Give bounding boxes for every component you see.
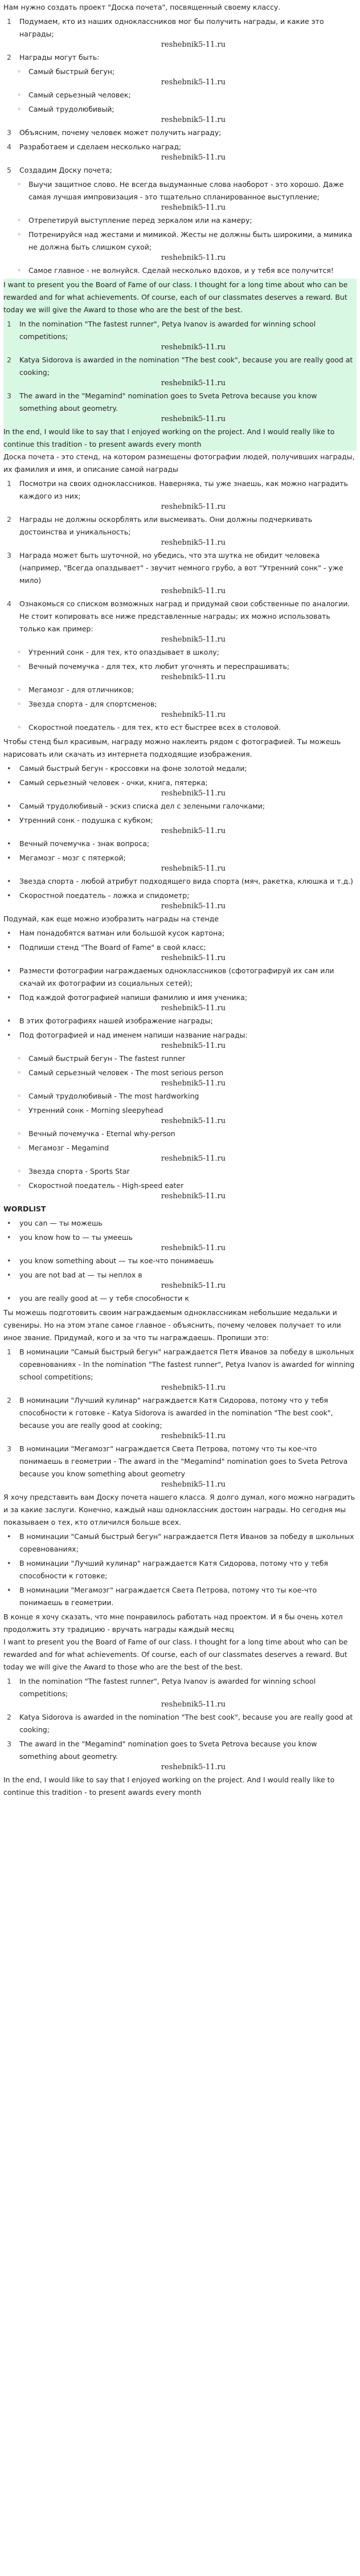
awards-list xyxy=(3,646,357,734)
list-item-text: Вечный почемучка - Eternal why-person xyxy=(28,1129,175,1138)
list-item xyxy=(3,814,357,836)
list-item-text: В номинации "Мегамозг" награждается Света Петрова, потому что ты кое-что понимаешь в геометрии. xyxy=(19,1586,317,1607)
list-item-text: Самый трудолюбивый; xyxy=(28,105,114,113)
list-item xyxy=(3,1443,357,1489)
speech-paragraph: I want to present you the Board of Fame of our class. I thought for a long time about who can be rewarded and for what achievements. Of course, each of our classmates deserves a reward. But today we will give the Award to those who are the best of the best. xyxy=(3,280,348,314)
list-item xyxy=(3,698,357,720)
list-item-text: Самый быстрый бегун - The fastest runner xyxy=(28,1054,185,1063)
list-marker: • xyxy=(7,929,11,937)
list-item-text: Утренний сонк - для тех, кто опаздывает в школу; xyxy=(28,648,219,656)
list-marker: • xyxy=(7,1271,11,1279)
list-marker: 3 xyxy=(7,128,11,137)
list-item-text: Объясним, почему человек может получить награду; xyxy=(19,128,222,137)
list-item xyxy=(3,721,357,734)
list-item-text: Звезда спорта - Sports Star xyxy=(28,1167,130,1175)
list-item xyxy=(3,51,357,64)
list-item-text: Самый быстрый бегун; xyxy=(28,67,115,76)
list-item xyxy=(3,178,357,213)
list-marker: 3 xyxy=(7,1740,11,1748)
award-names-list xyxy=(3,1052,357,1201)
list-item-text: Скоростной поедатель - ложка и спидометр; xyxy=(19,891,190,900)
list-marker: ◦ xyxy=(17,1106,22,1115)
list-item xyxy=(3,875,357,888)
watermark: reshebnik5-11.ru xyxy=(161,954,226,962)
list-item-text: Самое главное - не волнуйся. Сделай несколько вдохов, и у тебя все получится! xyxy=(28,266,334,275)
list-marker: ◦ xyxy=(17,230,22,239)
list-marker: 1 xyxy=(7,320,11,328)
list-item xyxy=(3,889,357,911)
list-marker: • xyxy=(7,839,11,848)
list-item xyxy=(3,126,357,139)
prep-list xyxy=(3,1346,357,1489)
plan-list xyxy=(3,15,357,277)
list-item-text: Утренний сонк - подушка с кубком; xyxy=(19,816,153,824)
list-item xyxy=(3,1738,357,1772)
list-item xyxy=(3,684,357,696)
board-definition: Доска почета - это стенд, на котором размещены фотографии людей, получивших награды, их фамилия и имя, и описание самой награды xyxy=(3,452,355,473)
list-item-text: you know something about — ты кое-что понимаешь xyxy=(19,1256,214,1265)
list-item-text: Звезда спорта - для спортсменов; xyxy=(28,700,157,708)
list-item-text: В номинации "Лучший кулинар" награждается Катя Сидорова, потому что у тебя способности к готовке; xyxy=(19,1559,328,1580)
list-marker: 2 xyxy=(7,515,11,524)
wordlist xyxy=(3,1217,357,1305)
list-item xyxy=(3,646,357,659)
list-marker: 4 xyxy=(7,599,11,608)
list-item xyxy=(3,549,357,596)
list-item xyxy=(3,1711,357,1736)
watermark: reshebnik5-11.ru xyxy=(161,1383,226,1392)
list-marker: • xyxy=(7,1294,11,1303)
list-item-text: you can — ты можешь xyxy=(19,1219,103,1227)
list-marker: • xyxy=(7,1559,11,1567)
list-item-text: Награда может быть шуточной, но убедись, что эта шутка не обидит человека (например, "Всегда опаздывает" - звучит немного грубо, а вот "Утренний сонк" - уже мило) xyxy=(19,551,343,585)
watermark: reshebnik5-11.ru xyxy=(161,538,226,547)
watermark: reshebnik5-11.ru xyxy=(161,1700,226,1709)
steps-list xyxy=(3,477,357,644)
list-marker: ◦ xyxy=(17,91,22,99)
list-item-text: Мегамозг - Megamind xyxy=(28,1144,109,1152)
watermark: reshebnik5-11.ru xyxy=(161,343,226,352)
list-item xyxy=(3,1584,357,1609)
list-item-text: Самый серьезный человек; xyxy=(28,91,131,99)
list-item xyxy=(3,838,357,850)
english-speech-highlighted xyxy=(3,279,357,451)
list-item-text: Потренируйся над жестами и мимикой. Жесты не должны быть широкими, а мимика не должна быть слишком сухой; xyxy=(28,230,353,251)
list-item xyxy=(3,1029,357,1051)
list-marker: 3 xyxy=(7,1444,11,1453)
watermark: reshebnik5-11.ru xyxy=(161,40,226,49)
list-item-text: Под фотографией и над именем напиши название награды: xyxy=(19,1031,248,1039)
list-item xyxy=(3,15,357,50)
list-item xyxy=(3,318,357,352)
final-list xyxy=(3,1675,357,1772)
list-item xyxy=(3,477,357,512)
list-marker: • xyxy=(7,1233,11,1242)
list-item-text: В этих фотографиях нашей изображение награды; xyxy=(19,1016,213,1025)
photos-text: Чтобы стенд был красивым, награду можно наклеить рядом с фотографией. Ты можешь нарисовать или скачать из интернета подходящие изображения. xyxy=(3,737,341,758)
list-item-text: В номинации "Лучший кулинар" награждается Катя Сидорова, потому что у тебя способности к готовке - Katya Sidorova is awarded in the nomination "The best cook", because you are really good at cooking; xyxy=(19,1396,333,1430)
list-item xyxy=(3,1346,357,1393)
watermark: reshebnik5-11.ru xyxy=(161,673,226,681)
watermark: reshebnik5-11.ru xyxy=(161,587,226,595)
watermark: reshebnik5-11.ru xyxy=(161,1480,226,1489)
list-item-text: В номинации "Самый быстрый бегун" награждается Петя Иванов за победу в школьных соревнованиях; xyxy=(19,1532,354,1553)
list-marker: • xyxy=(7,1586,11,1594)
list-item xyxy=(3,598,357,644)
watermark: reshebnik5-11.ru xyxy=(161,379,226,387)
final-ending: In the end, I would like to say that I enjoyed working on the project. And I would really like to continue this tradition - to present awards every month xyxy=(3,1775,335,1797)
watermark: reshebnik5-11.ru xyxy=(161,711,226,719)
list-marker: • xyxy=(7,966,11,975)
list-marker: 2 xyxy=(7,356,11,364)
list-item-text: Самый серьезный человек - The most serious person xyxy=(28,1068,224,1077)
list-marker: • xyxy=(7,764,11,773)
list-item-text: Самый трудолюбивый - эскиз списка дел с зелеными галочками; xyxy=(19,802,265,810)
list-item xyxy=(3,164,357,177)
watermark: reshebnik5-11.ru xyxy=(161,902,226,911)
wordlist-title: WORDLIST xyxy=(3,1205,46,1213)
list-item xyxy=(3,941,357,963)
watermark: reshebnik5-11.ru xyxy=(161,1281,226,1290)
list-marker: ◦ xyxy=(17,180,22,189)
list-item-text: you are really good at — у тебя способности к xyxy=(19,1294,189,1303)
list-marker: • xyxy=(7,816,11,824)
list-item xyxy=(3,1179,357,1201)
watermark: reshebnik5-11.ru xyxy=(161,635,226,644)
list-item-text: Самый трудолюбивый - The most hardworking xyxy=(28,1092,199,1100)
list-item xyxy=(3,1675,357,1709)
list-item-text: The award in the "Megamind" nomination goes to Sveta Petrova because you know something about geometry. xyxy=(19,391,317,413)
watermark: reshebnik5-11.ru xyxy=(161,864,226,873)
watermark: reshebnik5-11.ru xyxy=(161,153,226,162)
list-marker: 3 xyxy=(7,551,11,560)
list-marker: 5 xyxy=(7,166,11,174)
watermark: reshebnik5-11.ru xyxy=(161,1432,226,1440)
list-item-text: Подпиши стенд "The Board of Fame" в свой класс; xyxy=(19,943,206,952)
list-item xyxy=(3,777,357,798)
list-item-text: В номинации "Мегамозг" награждается Света Петрова, потому что ты кое-что понимаешь в геометрии - The award in the "Megamind" nomination goes to Sveta Petrova because you know something about geometry xyxy=(19,1444,348,1478)
list-item xyxy=(3,264,357,277)
list-marker: ◦ xyxy=(17,662,22,671)
intro-text: Нам нужно создать проект "Доска почета", посвященный своему классу. xyxy=(3,3,281,11)
watermark: reshebnik5-11.ru xyxy=(161,1004,226,1013)
list-marker: 1 xyxy=(7,479,11,488)
list-item-text: Размести фотографии награждаемых одноклассников (сфотографируй их сам или скачай их фотографии из социальных сетей); xyxy=(19,966,334,987)
list-item-text: Награды не должны оскорблять или высмеивать. Они должны подчеркивать достоинства и уникальность; xyxy=(19,515,313,536)
present-list xyxy=(3,1530,357,1609)
list-item xyxy=(3,991,357,1013)
list-item-text: you know how to — ты умеешь xyxy=(19,1233,133,1242)
list-item-text: In the nomination "The fastest runner", Petya Ivanov is awarded for winning school competitions; xyxy=(19,320,316,341)
list-item xyxy=(3,228,357,263)
list-item-text: Katya Sidorova is awarded in the nomination "The best cook", because you are really good at cooking; xyxy=(19,356,353,377)
list-item xyxy=(3,214,357,227)
list-item-text: Katya Sidorova is awarded in the nomination "The best cook", because you are really good at cooking; xyxy=(19,1713,353,1734)
list-item-text: В номинации "Самый быстрый бегун" награждается Петя Иванов за победу в школьных соревнованиях - In the nomination "The fastest runner", Petya Ivanov is awarded for winning school competitions; xyxy=(19,1348,355,1381)
make-list xyxy=(3,927,357,1051)
list-marker: 3 xyxy=(7,391,11,400)
list-item xyxy=(3,1530,357,1556)
list-marker: ◦ xyxy=(17,723,22,732)
list-item xyxy=(3,89,357,101)
list-item-text: Отрепетируй выступление перед зеркалом или на камеру; xyxy=(28,216,252,224)
list-item-text: Утренний сонк - Morning sleepyhead xyxy=(28,1106,163,1115)
list-marker: ◦ xyxy=(17,685,22,694)
list-item xyxy=(3,660,357,682)
watermark: reshebnik5-11.ru xyxy=(161,789,226,798)
watermark: reshebnik5-11.ru xyxy=(161,1042,226,1050)
watermark: reshebnik5-11.ru xyxy=(161,254,226,262)
list-item xyxy=(3,354,357,388)
list-marker: • xyxy=(7,1256,11,1265)
final-paragraph: I want to present you the Board of Fame of our class. I thought for a long time about who can be rewarded and for what achievements. Of course, each of our classmates deserves a reward. But today we will give the Award to those who are the best of the best. xyxy=(3,1638,348,1671)
list-marker: ◦ xyxy=(17,1167,22,1175)
list-marker: • xyxy=(7,1532,11,1541)
list-marker: ◦ xyxy=(17,1068,22,1077)
list-item xyxy=(3,1090,357,1103)
watermark: reshebnik5-11.ru xyxy=(161,1079,226,1088)
list-item-text: Под каждой фотографией напиши фамилию и имя ученика; xyxy=(19,993,248,1002)
list-marker: ◦ xyxy=(17,700,22,708)
list-item xyxy=(3,1292,357,1305)
list-item-text: Создадим Доску почета; xyxy=(19,166,112,174)
list-item-text: Вечный почемучка - знак вопроса; xyxy=(19,839,150,848)
list-item xyxy=(3,1104,357,1126)
list-marker: ◦ xyxy=(17,105,22,113)
list-item-text: you are not bad at — ты неплох в xyxy=(19,1271,142,1279)
list-item xyxy=(3,927,357,940)
list-marker: 2 xyxy=(7,53,11,62)
list-marker: • xyxy=(7,778,11,787)
list-item xyxy=(3,1231,357,1253)
list-item-text: In the nomination "The fastest runner", Petya Ivanov is awarded for winning school competitions; xyxy=(19,1677,316,1698)
list-marker: • xyxy=(7,1031,11,1039)
list-item xyxy=(3,1067,357,1088)
make-text: Подумай, как еще можно изобразить награды на стенде xyxy=(3,915,219,923)
speech-ending: In the end, I would like to say that I enjoyed working on the project. And I would really like to continue this tradition - to present awards every month xyxy=(3,427,335,448)
list-marker: ◦ xyxy=(17,648,22,656)
watermark: reshebnik5-11.ru xyxy=(161,78,226,87)
list-item xyxy=(3,66,357,87)
list-item-text: Скоростной поедатель - High-speed eater xyxy=(28,1181,184,1190)
list-marker: • xyxy=(7,1219,11,1227)
list-item-text: Подумаем, кто из наших одноклассников мог бы получить награды, и какие это награды; xyxy=(19,17,324,38)
list-marker: 1 xyxy=(7,1677,11,1685)
list-marker: ◦ xyxy=(17,1181,22,1190)
watermark: reshebnik5-11.ru xyxy=(161,503,226,511)
list-item xyxy=(3,800,357,813)
list-marker: 2 xyxy=(7,1713,11,1721)
list-marker: ◦ xyxy=(17,1144,22,1152)
list-item-text: Мегамозг - мозг с пятеркой; xyxy=(19,854,126,862)
watermark: reshebnik5-11.ru xyxy=(161,1244,226,1252)
present-text: Я хочу представить вам Доску почета нашего класса. Я долго думал, кого можно наградить и за какие заслуги. Конечно, каждый наш одноклассник достоин награды. Но сегодня мы показываем о тех, кто отличился больше всех. xyxy=(3,1493,355,1526)
list-item xyxy=(3,1394,357,1441)
list-marker: • xyxy=(7,802,11,810)
list-item xyxy=(3,1128,357,1140)
watermark: reshebnik5-11.ru xyxy=(161,1192,226,1201)
list-marker: 1 xyxy=(7,17,11,26)
list-marker: 4 xyxy=(7,142,11,151)
list-marker: • xyxy=(7,993,11,1002)
list-item xyxy=(3,1255,357,1267)
list-item xyxy=(3,1269,357,1291)
list-marker: ◦ xyxy=(17,266,22,275)
list-item xyxy=(3,852,357,873)
list-item-text: Выучи защитное слово. Не всегда выдуманные слова наоборот - это хорошо. Даже самая лучшая импровизация - это тщательно спланированное выступление; xyxy=(28,180,344,201)
list-item-text: Мегамозг - для отличников; xyxy=(28,685,134,694)
list-item-text: Награды могут быть: xyxy=(19,53,100,62)
list-marker: • xyxy=(7,891,11,900)
list-marker: ◦ xyxy=(17,1092,22,1100)
images-list xyxy=(3,762,357,911)
list-item-text: The award in the "Megamind" nomination goes to Sveta Petrova because you know something about geometry. xyxy=(19,1740,317,1761)
watermark: reshebnik5-11.ru xyxy=(161,827,226,835)
watermark: reshebnik5-11.ru xyxy=(161,1763,226,1771)
list-item xyxy=(3,1142,357,1164)
watermark: reshebnik5-11.ru xyxy=(161,1117,226,1125)
list-item-text: Вечный почемучка - для тех, кто любит угочнять и переспрашивать; xyxy=(28,662,290,671)
list-item-text: Самый серьезный человек - очки, книга, пятерка; xyxy=(19,778,208,787)
list-marker: ◦ xyxy=(17,216,22,224)
list-marker: 2 xyxy=(7,1396,11,1405)
list-item xyxy=(3,513,357,548)
list-marker: • xyxy=(7,1016,11,1025)
watermark: reshebnik5-11.ru xyxy=(161,203,226,212)
list-marker: ◦ xyxy=(17,1129,22,1138)
list-item xyxy=(3,141,357,162)
watermark: reshebnik5-11.ru xyxy=(161,1154,226,1163)
list-item xyxy=(3,1015,357,1027)
list-item-text: Скоростной поедатель - для тех, кто ест быстрее всех в столовой. xyxy=(28,723,281,732)
list-item xyxy=(3,103,357,125)
list-marker: • xyxy=(7,943,11,952)
list-item-text: Звезда спорта - любой атрибут подходящего вида спорта (мяч, ракетка, клюшка и т.д.) xyxy=(19,877,353,885)
list-marker: 1 xyxy=(7,1348,11,1356)
list-item-text: Нам понадобятся ватман или большой кусок картона; xyxy=(19,929,225,937)
list-marker: ◦ xyxy=(17,1054,22,1063)
watermark: reshebnik5-11.ru xyxy=(161,116,226,124)
speech-list xyxy=(3,318,357,424)
list-item-text: Разработаем и сделаем несколько наград; xyxy=(19,142,182,151)
list-marker: ◦ xyxy=(17,67,22,76)
end-text: В конце я хочу сказать, что мне понравилось работать над проектом. И я бы очень хотел продолжить эту традицию - вручать награды каждый месяц xyxy=(3,1612,343,1634)
list-item xyxy=(3,1165,357,1178)
list-item-text: Самый быстрый бегун - кроссовки на фоне золотой медали; xyxy=(19,764,247,773)
watermark: reshebnik5-11.ru xyxy=(161,415,226,423)
prep-text: Ты можешь подготовить своим награждаемым одноклассникам небольшие медальки и сувениры. Но на этом этапе самое главное - объяснить, почему человек получает то или иное звание. Придумай, кого и за что ты награждаешь. Пропиши это: xyxy=(3,1308,341,1342)
list-item-text: Ознакомься со списком возможных наград и придумай свои собственные по аналогии. Не стоит копировать все ниже представленные награды; их можно использовать только как пример: xyxy=(19,599,350,633)
list-item xyxy=(3,1052,357,1065)
list-item xyxy=(3,1557,357,1582)
list-item xyxy=(3,762,357,775)
list-marker: • xyxy=(7,877,11,885)
list-item xyxy=(3,1217,357,1230)
list-item xyxy=(3,965,357,990)
list-item xyxy=(3,390,357,424)
list-item-text: Посмотри на своих одноклассников. Наверняка, ты уже знаешь, как можно наградить каждого из них; xyxy=(19,479,348,500)
list-marker: • xyxy=(7,854,11,862)
